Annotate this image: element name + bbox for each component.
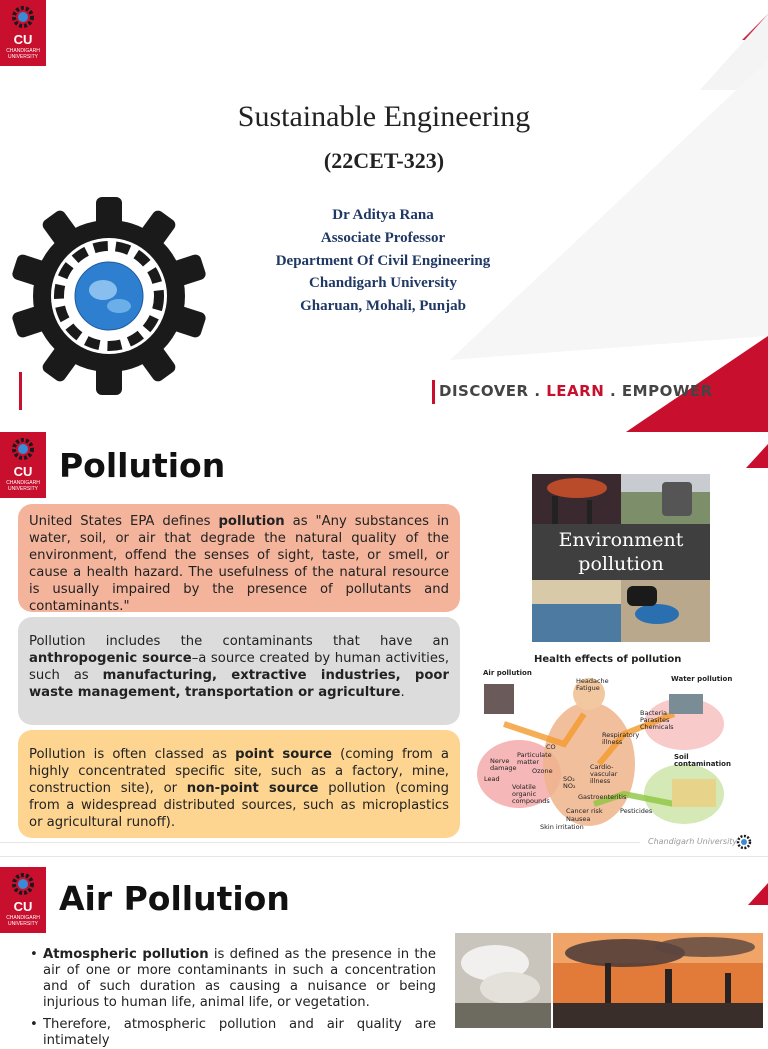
tagline-empower: . EMPOWER (604, 382, 713, 400)
air-pollution-photo (455, 933, 763, 1028)
diagram-label: Soil contamination (674, 753, 731, 768)
diagram-label: Skin irritation (540, 823, 584, 831)
bold-text: non-point source (186, 781, 319, 796)
text: is defined as the presence in the air of one or more contaminants in such a concentration and of such duration as causing a nuisance or being injurious to human life, animal life, or vegetation. (43, 947, 436, 1010)
text: Pollution includes the contaminants that have an (29, 634, 449, 649)
accent-bar (19, 372, 22, 410)
diagram-label: Water pollution (671, 675, 733, 683)
diagram-label: Ozone (532, 767, 553, 775)
cu-logo (0, 0, 46, 66)
title-slide (0, 0, 768, 432)
cu-logo (0, 867, 46, 933)
diagram-label: Air pollution (483, 669, 532, 677)
author-location: Gharuan, Mohali, Punjab (300, 298, 466, 314)
tagline-discover: DISCOVER . (439, 382, 547, 400)
bullet-item (30, 1017, 436, 1049)
tagline (439, 382, 713, 400)
air-pollution-slide (0, 856, 768, 1048)
slide-heading: Air Pollution (59, 879, 290, 918)
diagram-label: Respiratory illness (602, 731, 640, 746)
diagram-label: Particulate matter (517, 751, 552, 766)
tagline-learn: LEARN (546, 382, 605, 400)
author-university: Chandigarh University (309, 275, 457, 291)
text: as "Any substances in water, soil, or air that degrade the natural quality of the environment, offend the senses of sight, taste, or smell, or cause a health hazard. The usefulness of the natural resource is usually impaired by the presence of pollutants and contaminants." (29, 514, 449, 614)
text: (coming from a highly concentrated specific site, such as a factory, mine, construction site), or (29, 747, 449, 796)
diagram-label: Pesticides (620, 807, 653, 815)
logo-text: CU (13, 32, 33, 47)
text: Pollution is often classed as (29, 747, 236, 762)
diagram-label: Nausea (566, 815, 591, 823)
text: . (400, 685, 405, 700)
health-diagram-title: Health effects of pollution (534, 654, 682, 665)
environment-pollution-banner (532, 524, 710, 580)
diagram-label: Gastroenteritis (578, 793, 627, 801)
footer-university: Chandigarh University (648, 837, 738, 846)
bullet-item (30, 947, 436, 1011)
author-designation: Associate Professor (320, 230, 446, 246)
gear-icon (9, 3, 37, 31)
bold-text: pollution (218, 514, 285, 529)
logo-subtext: CHANDIGARH UNIVERSITY (6, 48, 40, 60)
diagram-label: Bacteria Parasites Chemicals (640, 709, 674, 731)
gear-icon (736, 834, 752, 850)
logo-subtext: CHANDIGARH UNIVERSITY (6, 915, 40, 927)
logo-subtext: CHANDIGARH UNIVERSITY (6, 480, 40, 492)
diagram-label: Lead (484, 775, 500, 783)
text: United States EPA defines (29, 514, 219, 529)
course-code: (22CET-323) (323, 148, 445, 173)
diagram-label: Cancer risk (566, 807, 603, 815)
gear-icon (9, 435, 37, 463)
footer-divider (0, 842, 640, 843)
logo-text: CU (13, 899, 33, 914)
diagram-label: Cardio-vascular illness (590, 763, 618, 785)
point-source-box (18, 730, 460, 838)
globe-gear-icon (5, 198, 213, 396)
epa-definition-box (18, 504, 460, 612)
author-department: Department Of Civil Engineering (275, 253, 491, 269)
slide-heading: Pollution (59, 446, 226, 485)
logo-text: CU (13, 464, 33, 479)
pollution-slide (0, 432, 768, 856)
accent-bar (432, 380, 435, 404)
text: pollution (coming from a widespread distributed sources, such as microplastics or agricultural runoff). (29, 781, 449, 830)
text: –a source created by human activities, such as (29, 651, 450, 683)
gear-icon (9, 870, 37, 898)
bold-text: anthropogenic source (29, 651, 192, 666)
banner-line: Environment (558, 529, 684, 551)
bold-text: point source (235, 747, 332, 762)
diagram-label: Volatile organic compounds (512, 783, 550, 805)
environment-pollution-image (532, 474, 710, 642)
author-name: Dr Aditya Rana (332, 207, 434, 223)
text: Therefore, atmospheric pollution and air quality are intimately (43, 1017, 436, 1048)
diagram-label: CO (546, 743, 556, 751)
cu-logo (0, 432, 46, 498)
diagram-label: SO₂ NO₂ (563, 775, 576, 790)
diagram-label: Headache Fatigue (576, 677, 609, 692)
anthropogenic-box (18, 617, 460, 725)
diagram-label: Nerve damage (490, 757, 517, 772)
course-title: Sustainable Engineering (237, 100, 531, 133)
bold-text: manufacturing, extractive industries, poor waste management, transportation or agriculture (29, 668, 449, 700)
bold-text: Atmospheric pollution (43, 947, 209, 962)
banner-line: pollution (578, 553, 664, 575)
